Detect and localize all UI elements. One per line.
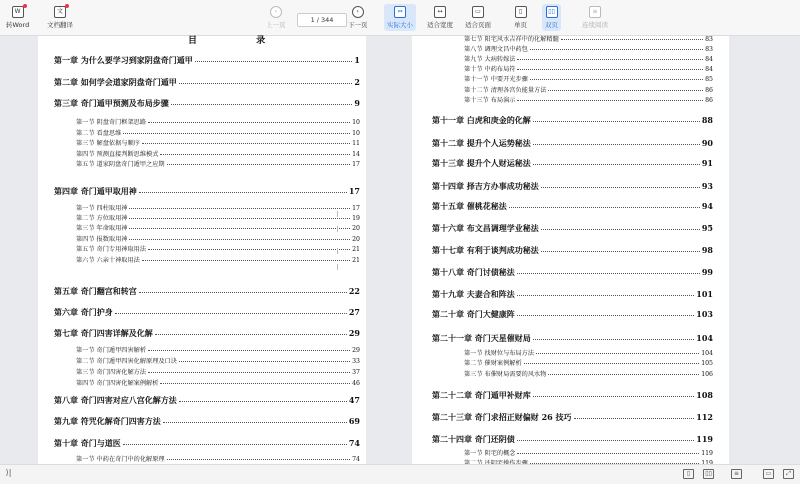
toc-chapter-entry[interactable]: [432, 158, 713, 169]
toc-entry-page: 105: [701, 360, 713, 367]
toc-entry-label: 第十二节 清理各宫负能量方法: [464, 87, 547, 94]
toc-leader-dots: [148, 372, 350, 373]
toc-entry-page: 108: [696, 390, 713, 400]
toc-entry-label: 第八章 奇门四害对应八宫化解方法: [54, 395, 177, 405]
toc-entry-label: 第一节 中药在奇门中的化解原理: [76, 456, 165, 463]
double-page-view-icon[interactable]: ▯▯: [703, 469, 714, 479]
toc-chapter-entry[interactable]: [432, 115, 713, 126]
toc-entry-page: 83: [705, 36, 713, 43]
convert-word-label: 转Word: [6, 21, 30, 29]
toc-entry-label: 第十五章 催桃花秘法: [432, 201, 507, 211]
toc-entry-label: 第五节 道家阴盘奇门遁甲之应期: [76, 161, 165, 168]
toc-entry-label: 第一节 找财位与布局方法: [464, 350, 535, 357]
toc-section-entry[interactable]: [464, 369, 713, 378]
fit-width-button[interactable]: [427, 6, 453, 29]
toc-leader-dots: [536, 353, 699, 354]
actual-size-label: 实际大小: [387, 21, 413, 29]
toc-chapter-entry[interactable]: [54, 307, 360, 318]
toc-chapter-entry[interactable]: [432, 138, 713, 149]
toc-entry-page: 84: [705, 56, 713, 63]
toc-chapter-entry[interactable]: [432, 245, 713, 256]
toc-leader-dots: [541, 251, 700, 252]
prev-page-button[interactable]: [266, 6, 286, 29]
toc-leader-dots: [129, 208, 350, 209]
toc-leader-dots: [123, 444, 347, 445]
toc-entry-label: 第十三章 提升个人财运秘法: [432, 158, 531, 168]
toc-entry-label: 第一节 四柱取用神: [76, 205, 128, 212]
toc-leader-dots: [148, 122, 350, 123]
toc-entry-label: 第三章 奇门遁甲预测及布局步骤: [54, 98, 169, 108]
fit-page-label: 适合页面: [465, 21, 491, 29]
toc-chapter-entry[interactable]: [432, 181, 713, 192]
toc-section-entry[interactable]: [76, 138, 360, 147]
toc-chapter-entry[interactable]: [432, 434, 713, 445]
toc-chapter-entry[interactable]: [432, 412, 713, 423]
toc-entry-label: 第四章 奇门遁甲取用神: [54, 186, 137, 196]
toc-entry-label: 第十一节 中要开光步骤: [464, 76, 528, 83]
toc-chapter-entry[interactable]: [54, 55, 360, 66]
single-page-label: 单页: [514, 21, 527, 29]
toc-leader-dots: [533, 121, 700, 122]
toc-section-entry[interactable]: [76, 356, 360, 365]
toc-entry-page: 99: [701, 267, 713, 277]
toc-section-entry[interactable]: [76, 345, 360, 354]
single-page-view-icon[interactable]: ▯: [683, 469, 694, 479]
toc-entry-label: 第三节 解盘依据与顺序: [76, 140, 140, 147]
fit-width-label: 适合宽度: [427, 21, 453, 29]
toc-entry-page: 11: [352, 140, 360, 147]
toc-entry-page: 17: [352, 205, 360, 212]
actual-size-button[interactable]: [384, 4, 416, 31]
toc-leader-dots: [517, 273, 700, 274]
toc-entry-page: 29: [352, 347, 360, 354]
toc-leader-dots: [530, 49, 703, 50]
toc-chapter-entry[interactable]: [432, 201, 713, 212]
toc-entry-page: 93: [701, 181, 713, 191]
toc-leader-dots: [195, 61, 353, 62]
toc-chapter-entry[interactable]: [432, 267, 713, 278]
continuous-read-icon: ≡: [589, 6, 601, 18]
toc-entry-label: 第九节 大病转嫁法: [464, 56, 516, 63]
toc-entry-page: 20: [352, 225, 360, 232]
toc-section-entry[interactable]: [76, 244, 360, 253]
toc-leader-dots: [142, 260, 350, 261]
toc-entry-label: 第十八章 奇门讨债秘法: [432, 267, 515, 277]
toc-entry-page: 69: [348, 416, 360, 426]
toc-leader-dots: [533, 144, 700, 145]
toc-chapter-entry[interactable]: [432, 333, 713, 344]
toc-entry-label: 第一节 奇门遁甲四害解析: [76, 347, 147, 354]
status-bar: [0, 464, 800, 484]
toc-entry-page: 9: [354, 98, 360, 108]
toc-leader-dots: [160, 383, 350, 384]
toc-entry-label: 第二十章 奇门大健康阵: [432, 309, 515, 319]
toc-entry-label: 第十节 中药布局符: [464, 66, 516, 73]
toc-section-entry[interactable]: [76, 234, 360, 243]
toc-entry-page: 17: [348, 186, 360, 196]
toc-entry-page: 21: [352, 246, 360, 253]
toc-leader-dots: [517, 453, 699, 454]
toc-entry-label: 第二十一章 奇门天星催财局: [432, 333, 531, 343]
toc-entry-page: 19: [352, 215, 360, 222]
toc-entry-label: 第十二章 提升个人运势秘法: [432, 138, 531, 148]
toc-leader-dots: [139, 192, 347, 193]
toc-section-entry[interactable]: [76, 159, 360, 168]
toc-entry-label: 第二章 如何学会道家阴盘奇门遁甲: [54, 77, 177, 87]
toc-section-entry[interactable]: [76, 255, 360, 264]
toc-entry-page: 119: [696, 434, 713, 444]
fit-page-button[interactable]: [465, 6, 491, 29]
continuous-read-button[interactable]: [582, 6, 608, 29]
toc-entry-page: 27: [348, 307, 360, 317]
toc-entry-page: 91: [701, 158, 713, 168]
toc-entry-page: 85: [705, 76, 713, 83]
toc-leader-dots: [167, 459, 351, 460]
fullscreen-icon[interactable]: ⤢: [783, 469, 794, 479]
toc-entry-label: 第二节 催财案例解析: [464, 360, 522, 367]
convert-word-button[interactable]: [6, 6, 29, 29]
toc-entry-label: 第二节 看盘思维: [76, 130, 122, 137]
toc-section-entry[interactable]: [76, 203, 360, 212]
toc-section-entry[interactable]: [464, 85, 713, 94]
toc-leader-dots: [155, 334, 347, 335]
left-page: [38, 36, 366, 464]
toc-chapter-entry[interactable]: [54, 416, 360, 427]
toc-section-entry[interactable]: [76, 378, 360, 387]
continuous-read-label: 连续阅读: [582, 21, 608, 29]
toc-chapter-entry[interactable]: [54, 77, 360, 88]
toc-entry-label: 第五节 奇门专用神取用法: [76, 246, 147, 253]
toc-entry-label: 第十七章 有利于谈判成功秘法: [432, 245, 539, 255]
toc-leader-dots: [548, 374, 699, 375]
fit-view-icon[interactable]: ▭: [763, 469, 774, 479]
toc-leader-dots: [541, 187, 700, 188]
toc-chapter-entry[interactable]: [54, 98, 360, 109]
toc-entry-page: 86: [705, 87, 713, 94]
toc-entry-label: 第六节 六亲十神取用法: [76, 257, 140, 264]
toc-leader-dots: [574, 418, 695, 419]
toc-section-entry[interactable]: [76, 128, 360, 137]
toc-chapter-entry[interactable]: [54, 395, 360, 406]
toc-entry-label: 第二十四章 奇门还阴债: [432, 434, 515, 444]
double-page-icon: ▯▯: [546, 6, 558, 18]
toc-leader-dots: [171, 104, 353, 105]
toc-entry-page: 112: [696, 412, 713, 422]
toc-entry-page: 86: [705, 97, 713, 104]
toc-section-entry[interactable]: [464, 348, 713, 357]
toc-section-entry[interactable]: [464, 358, 713, 367]
toc-leader-dots: [179, 83, 353, 84]
toc-entry-label: 第四节 预测直接判断思维模式: [76, 151, 159, 158]
toc-entry-page: 90: [701, 138, 713, 148]
toc-entry-page: 10: [352, 119, 360, 126]
toc-leader-dots: [548, 90, 703, 91]
toc-leader-dots: [142, 143, 350, 144]
toc-entry-label: 第二节 奇门遁甲四害化解原理及口诀: [76, 358, 177, 365]
toc-entry-label: 第三节 年命取用神: [76, 225, 128, 232]
page-number-input[interactable]: 1 / 344: [297, 13, 347, 27]
toc-leader-dots: [517, 59, 703, 60]
toolbar: [0, 0, 800, 36]
next-page-label: 下一页: [348, 21, 368, 29]
translate-label: 文档翻译: [47, 21, 73, 29]
double-page-label: 双页: [545, 21, 558, 29]
toc-chapter-entry[interactable]: [432, 390, 713, 401]
word-icon: W: [12, 6, 24, 18]
toc-entry-label: 第十一章 白虎和庚金的化解: [432, 115, 531, 125]
toc-entry-page: 119: [701, 450, 713, 457]
toc-leader-dots: [524, 363, 700, 364]
toc-entry-page: 33: [352, 358, 360, 365]
toc-entry-page: 88: [701, 115, 713, 125]
toc-entry-label: 第二节 方位取用神: [76, 215, 128, 222]
toc-section-entry[interactable]: [464, 64, 713, 73]
toc-chapter-entry[interactable]: [54, 286, 360, 297]
toc-leader-dots: [179, 361, 350, 362]
toc-entry-page: 29: [348, 328, 360, 338]
toc-heading: 目 录: [188, 36, 294, 46]
chevron-left-icon: ‹: [270, 6, 282, 18]
toc-leader-dots: [509, 207, 700, 208]
toc-section-entry[interactable]: [76, 149, 360, 158]
scroll-view-icon[interactable]: ≡: [731, 469, 742, 479]
toc-entry-label: 第十九章 夫妻合和阵法: [432, 289, 515, 299]
toc-entry-page: 104: [696, 333, 713, 343]
right-page: [412, 36, 729, 464]
toc-entry-label: 第十六章 布文昌调理学业秘法: [432, 223, 539, 233]
toc-entry-label: 第十四章 择吉方办事成功秘法: [432, 181, 539, 191]
toc-entry-page: 101: [696, 289, 713, 299]
page-margin-mark: [337, 211, 338, 217]
toc-leader-dots: [123, 133, 350, 134]
toc-section-entry[interactable]: [464, 44, 713, 53]
toc-entry-label: 第十章 奇门与道医: [54, 438, 121, 448]
toc-entry-label: 第七节 阳宅风水吉祥中的化解精髓: [464, 36, 559, 43]
toc-leader-dots: [533, 164, 700, 165]
toc-entry-page: 47: [348, 395, 360, 405]
toc-leader-dots: [517, 100, 703, 101]
page-margin-mark: [337, 264, 338, 270]
toc-entry-page: 83: [705, 46, 713, 53]
toc-entry-label: 第一节 阴盘奇门框架思路: [76, 119, 147, 126]
toc-section-entry[interactable]: [464, 34, 713, 43]
toc-leader-dots: [129, 239, 350, 240]
toc-entry-page: 22: [348, 286, 360, 296]
toc-section-entry[interactable]: [464, 448, 713, 457]
toc-entry-label: 第三节 布催财局需要的风水物: [464, 371, 547, 378]
toc-entry-label: 第四节 奇门四害化解案例解析: [76, 380, 159, 387]
toc-leader-dots: [148, 249, 350, 250]
toc-entry-label: 第九章 符咒化解奇门四害方法: [54, 416, 161, 426]
single-page-button[interactable]: [514, 6, 527, 29]
toc-leader-dots: [541, 229, 700, 230]
toc-leader-dots: [517, 440, 695, 441]
actual-size-icon: ⇔: [394, 6, 406, 18]
toc-entry-page: 98: [701, 245, 713, 255]
toc-section-entry[interactable]: [76, 117, 360, 126]
translate-button[interactable]: [47, 6, 73, 29]
toc-section-entry[interactable]: [464, 74, 713, 83]
toc-section-entry[interactable]: [76, 454, 360, 463]
toc-entry-label: 第七章 奇门四害详解及化解: [54, 328, 153, 338]
toc-entry-label: 第二十三章 奇门求招正财偏财 26 技巧: [432, 412, 572, 422]
double-page-button[interactable]: [542, 4, 561, 31]
toc-chapter-entry[interactable]: [432, 309, 713, 320]
toc-leader-dots: [533, 396, 695, 397]
toc-entry-label: 第六章 奇门护身: [54, 307, 113, 317]
toc-leader-dots: [139, 292, 347, 293]
page-margin-mark: [337, 248, 338, 254]
toc-entry-page: 106: [701, 371, 713, 378]
toc-entry-page: 37: [352, 369, 360, 376]
toc-entry-page: 14: [352, 151, 360, 158]
toc-leader-dots: [160, 154, 350, 155]
sidebar-toggle-icon[interactable]: ⟩|: [5, 468, 12, 477]
toc-leader-dots: [517, 295, 695, 296]
toc-chapter-entry[interactable]: [54, 186, 360, 197]
toc-section-entry[interactable]: [76, 367, 360, 376]
toc-entry-label: 第一章 为什么要学习到家阴盘奇门遁甲: [54, 55, 193, 65]
translate-icon: 文: [54, 6, 66, 18]
toc-section-entry[interactable]: [464, 54, 713, 63]
toc-entry-label: 第八节 调理文昌中药包: [464, 46, 528, 53]
toc-entry-label: 第四节 报数取用神: [76, 236, 128, 243]
toc-leader-dots: [517, 315, 695, 316]
toc-entry-page: 1: [354, 55, 360, 65]
chevron-right-icon: ›: [352, 6, 364, 18]
toc-entry-label: 第五章 奇门翻宫和转宫: [54, 286, 137, 296]
toc-entry-page: 46: [352, 380, 360, 387]
toc-leader-dots: [179, 401, 347, 402]
toc-leader-dots: [115, 313, 347, 314]
toc-entry-page: 103: [696, 309, 713, 319]
toc-entry-page: 10: [352, 130, 360, 137]
toc-entry-page: 2: [354, 77, 360, 87]
toc-chapter-entry[interactable]: [54, 438, 360, 449]
toc-leader-dots: [530, 79, 703, 80]
toc-leader-dots: [163, 422, 347, 423]
toc-entry-label: 第二十二章 奇门遁甲补财库: [432, 390, 531, 400]
toc-entry-page: 17: [352, 161, 360, 168]
toc-leader-dots: [129, 218, 350, 219]
fit-width-icon: ↔: [434, 6, 446, 18]
toc-section-entry[interactable]: [76, 213, 360, 222]
toc-entry-page: 95: [701, 223, 713, 233]
toc-entry-label: 第三节 奇门四害化解方法: [76, 369, 147, 376]
prev-page-label: 上一页: [266, 21, 286, 29]
toc-leader-dots: [129, 228, 350, 229]
toc-leader-dots: [533, 339, 695, 340]
toc-leader-dots: [561, 39, 703, 40]
toc-entry-page: 104: [701, 350, 713, 357]
toc-entry-page: 74: [348, 438, 360, 448]
next-page-button[interactable]: [348, 6, 368, 29]
page-margin-mark: [337, 226, 338, 232]
toc-leader-dots: [148, 350, 350, 351]
fit-page-icon: ▭: [472, 6, 484, 18]
toc-chapter-entry[interactable]: [432, 223, 713, 234]
toc-entry-page: 74: [352, 456, 360, 463]
single-page-icon: ▯: [515, 6, 527, 18]
toc-entry-page: 94: [701, 201, 713, 211]
toc-entry-page: 84: [705, 66, 713, 73]
toc-leader-dots: [517, 69, 703, 70]
toc-entry-label: 第十三节 布局演示: [464, 97, 516, 104]
toc-chapter-entry[interactable]: [54, 328, 360, 339]
toc-entry-label: 第一节 阴宅的概念: [464, 450, 516, 457]
toc-section-entry[interactable]: [76, 223, 360, 232]
toc-section-entry[interactable]: [464, 95, 713, 104]
toc-entry-page: 20: [352, 236, 360, 243]
toc-leader-dots: [167, 164, 351, 165]
toc-chapter-entry[interactable]: [432, 289, 713, 300]
toc-entry-page: 21: [352, 257, 360, 264]
